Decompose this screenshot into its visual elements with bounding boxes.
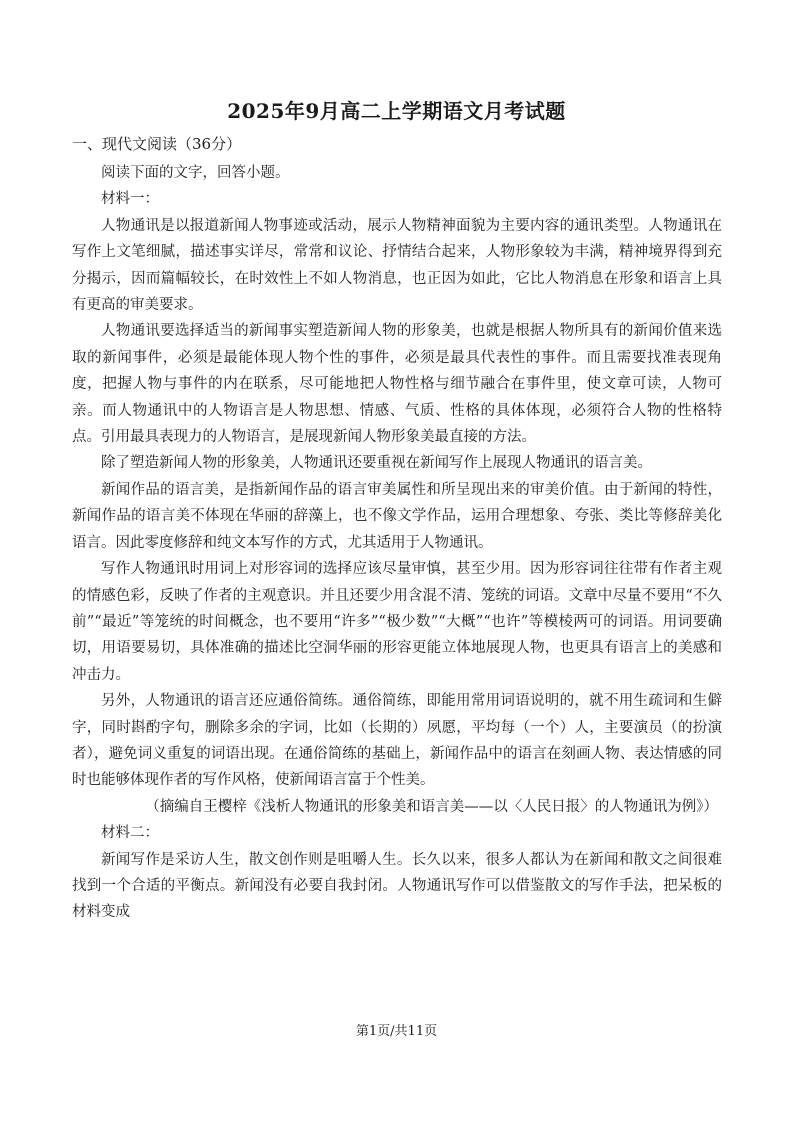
material-one-paragraph-2: 人物通讯要选择适当的新闻事实塑造新闻人物的形象美，也就是根据人物所具有的新闻价值来选取的新闻事件，必须是最能体现人物个性的事件，必须是最具代表性的事件。而且需要找准表现角度，把握人物与事件的内在联系，尽可能地把人物性格与细节融合在事件里，使文章可读，人物可亲。而人物通讯中的人物语言是人物思想、情感、气质、性格的具体体现，必须符合人物的性格特点。引用最具表现力的人物语言，是展现新闻人物形象美最直接的方法。 (72, 323, 722, 446)
page-footer: 第1页/共11页 (355, 1024, 438, 1039)
material-one-paragraph-3: 除了塑造新闻人物的形象美，人物通讯还要重视在新闻写作上展现人物通讯的语言美。 (101, 455, 652, 472)
instruction-text: 阅读下面的文字，回答小题。 (101, 165, 290, 181)
reading-material (72, 160, 722, 926)
material-one-paragraph-6: 另外，人物通讯的语言还应通俗简练。通俗简练，即能用常用词语说明的，就不用生疏词和生僻字，同时斟酌字句，删除多余的字词，比如（长期的）夙愿，平均每（一个）人，主要演员（的扮演者），避免词义重复的词语出现。在通俗简练的基础上，新闻作品中的语言在刻画人物、表达情感的同时也能够体现作者的写作风格，使新闻语言富于个性美。 (72, 693, 722, 789)
section-heading: 一、现代文阅读（36分） (72, 135, 242, 153)
page-title: 2025年9月高二上学期语文月考试题 (227, 99, 566, 123)
material-one-paragraph-5: 写作人物通讯时用词上对形容词的选择应该尽量审慎，甚至少用。因为形容词往往带有作者主观的情感色彩，反映了作者的主观意识。并且还要少用含混不清、笼统的词语。文章中尽量不要用“不久前”“最近”等笼统的时间概念，也不要用“许多”“极少数”“大概”“也许”等模棱两可的词语。用词要确切，用语要易切，具体准确的描述比空洞华丽的形容更能立体地展现人物，也更具有语言上的美感和冲击力。 (72, 561, 722, 683)
material-two-label: 材料二： (101, 825, 159, 842)
material-one-paragraph-4: 新闻作品的语言美，是指新闻作品的语言审美属性和所呈现出来的审美价值。由于新闻的特性，新闻作品的语言美不体现在华丽的辞藻上，也不像文学作品，运用合理想象、夸张、类比等修辞美化语言。因此零度修辞和纯文本写作的方式，尤其适用于人物通讯。 (72, 481, 722, 551)
material-two-paragraph-1: 新闻写作是采访人生，散文创作则是咀嚼人生。长久以来，很多人都认为在新闻和散文之间很难找到一个合适的平衡点。新闻没有必要自我封闭。人物通讯写作可以借鉴散文的写作手法，把呆板的材料变成 (72, 851, 722, 921)
material-one-label: 材料一： (101, 191, 159, 208)
material-one-source: （摘编自王樱梓《浅析人物通讯的形象美和语言美——以〈人民日报〉的人物通讯为例》） (145, 798, 718, 815)
material-one-paragraph-1: 人物通讯是以报道新闻人物事迹或活动，展示人物精神面貌为主要内容的通讯类型。人物通讯在写作上文笔细腻，描述事实详尽，常常和议论、抒情结合起来，人物形象较为丰满，精神境界得到充分揭示，因而篇幅较长，在时效性上不如人物消息，也正因为如此，它比人物消息在形象和语言上具有更高的审美要求。 (72, 217, 722, 314)
